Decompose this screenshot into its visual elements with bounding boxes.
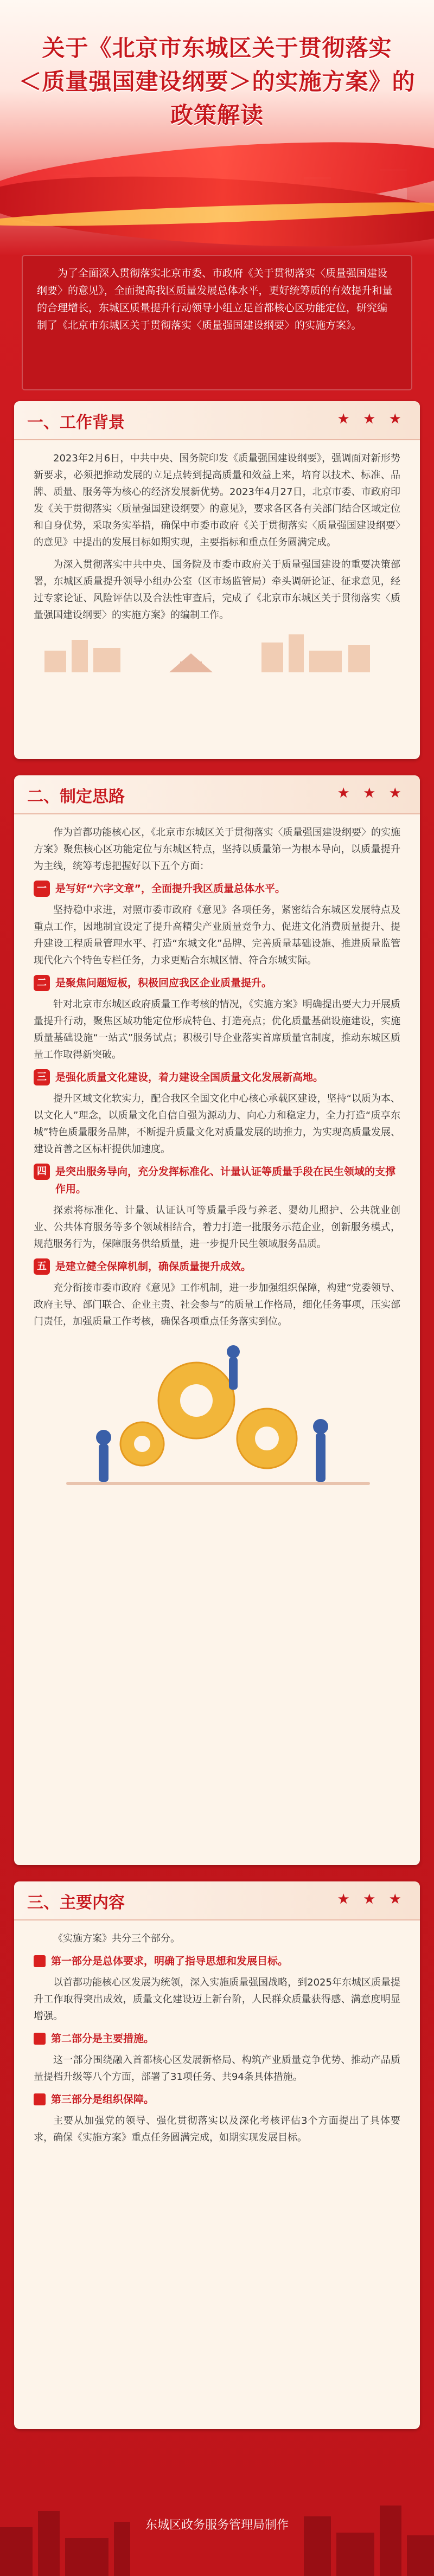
star-icons: ★ ★ ★ xyxy=(337,411,406,427)
item-title: 是写好“六字文章”，全面提升我区质量总体水平。 xyxy=(55,883,285,895)
star-icons: ★ ★ ★ xyxy=(337,1891,406,1907)
city-silhouette xyxy=(0,2489,434,2576)
paragraph: 这一部分围绕融入首都核心区发展新格局、构筑产业质量竞争优势、推动产品质量提档升级等八个方面，部署了31项任务、共94条具体措施。 xyxy=(34,2054,400,2083)
paragraph: 以首都功能核心区发展为统领，深入实施质量强国战略，到2025年东城区质量提升工作取得突出成效，质量文化建设迈上新台阶，人民群众质量获得感、满意度明显增强。 xyxy=(34,1977,400,2022)
intro-box xyxy=(22,255,412,390)
list-item xyxy=(34,2030,400,2047)
list-item xyxy=(34,880,400,897)
paragraph: 为深入贯彻落实中共中央、国务院及市委市政府关于质量强国建设的重要决策部署，东城区质量提升领导小组办公室（区市场监管局）牵头调研论证、征求意见，经过专家论证、风险评估以及合法性审查后，完成了《北京市东城区关于贯彻落实〈质量强国建设纲要〉的实施方案》的编制工作。 xyxy=(34,559,400,621)
star-icons: ★ ★ ★ xyxy=(337,785,406,801)
header-banner xyxy=(0,0,434,255)
section-title: 三、主要内容 xyxy=(27,1893,125,1912)
section-background xyxy=(14,775,420,1865)
city-skyline-illustration xyxy=(34,629,400,672)
footer-credit: 东城区政务服务管理局制作 xyxy=(145,2519,289,2532)
list-item xyxy=(34,1952,400,1970)
number-badge: 三 xyxy=(34,1069,50,1085)
section-title: 二、制定思路 xyxy=(27,787,125,806)
section-header xyxy=(14,401,420,440)
paragraph: 坚持稳中求进，对照市委市政府《意见》各项任务，紧密结合东城区发展特点及重点工作，因地制宜设定了提升高精尖产业质量竞争力、促进文化消费质量提升、提升建设工程质量管理水平、打造“东城文化”品牌、完善质量基础设施、推进质量监管现代化六个特色专栏任务，力求更贴合东城区情、符合东城实际。 xyxy=(34,904,400,966)
list-item xyxy=(34,1069,400,1086)
intro-text: 为了全面深入贯彻落实北京市委、市政府《关于贯彻落实〈质量强国建设纲要〉的意见》，全面提高我区质量发展总体水平，更好统筹质的有效提升和量的合理增长，东城区质量提升行动领导小组立足首都核心区功能定位，研究编制了《北京市东城区关于贯彻落实〈质量强国建设纲要〉的实施方案》。 xyxy=(37,267,393,331)
paragraph: 主要从加强党的领导、强化贯彻落实以及深化考核评估3个方面提出了具体要求，确保《实施方案》重点任务圆满完成，如期实现发展目标。 xyxy=(34,2115,400,2143)
item-title: 第二部分是主要措施。 xyxy=(51,2033,155,2045)
section-header xyxy=(14,775,420,814)
item-title: 是突出服务导向，充分发挥标准化、计量认证等质量手段在民生领域的支撑作用。 xyxy=(55,1166,396,1195)
paragraph: 充分衔接市委市政府《意见》工作机制，进一步加强组织保障，构建“党委领导、政府主导、部门联合、企业主责、社会参与”的质量工作格局，细化任务事项，压实部门责任，加强质量工作考核，确保各项重点任务落实到位。 xyxy=(34,1282,400,1327)
section-header xyxy=(14,1881,420,1920)
paragraph: 提升区域文化软实力，配合我区全国文化中心核心承载区建设，坚持“以质为本、以文化人”理念，以质量文化自信自强为源动力、向心力和稳定力，全力打造“质享东城”特色质量服务品牌，不断提升质量文化对质量发展的助推力，为实现高质量发展、建设首善之区标杆提供加速度。 xyxy=(34,1093,400,1155)
item-title: 是建立健全保障机制，确保质量提升成效。 xyxy=(55,1261,252,1273)
section-background xyxy=(14,401,420,759)
item-title: 是聚焦问题短板，积极回应我区企业质量提升。 xyxy=(55,977,272,989)
section-title: 一、工作背景 xyxy=(27,413,125,432)
number-badge: 二 xyxy=(34,975,50,991)
gears-illustration xyxy=(34,1335,400,1498)
paragraph: 《实施方案》共分三个部分。 xyxy=(53,1933,180,1944)
number-badge: 五 xyxy=(34,1258,50,1275)
title-line: ＜质量强国建设纲要＞的实施方案》的 xyxy=(18,68,416,95)
bullet-square-icon xyxy=(34,1955,46,1967)
list-item xyxy=(34,1258,400,1275)
title-line: 关于《北京市东城区关于贯彻落实 xyxy=(42,35,392,61)
list-item xyxy=(34,2091,400,2108)
bullet-square-icon xyxy=(34,2093,46,2105)
paragraph: 针对北京市东城区政府质量工作考核的情况，《实施方案》明确提出要大力开展质量提升行动，聚焦区域功能定位形成特色、打造亮点；优化质量基础设施建设，实施质量基础设施“一站式”服务试点；积极引导企业落实首席质量官制度，推动东城区质量工作取得新突破。 xyxy=(34,999,400,1061)
paragraph: 2023年2月6日，中共中央、国务院印发《质量强国建设纲要》，强调面对新形势新要求，必须把推动发展的立足点转到提高质量和效益上来，培育以技术、标准、品牌、质量、服务等为核心的经济发展新优势。2023年4月27日，北京市委、市政府印发《关于贯彻落实〈质量强国建设纲要〉的意见》，要求各区各有关部门结合区域定位和自身优势，采取务实举措，确保中市委市政府《关于贯彻落实〈质量强国建设纲要〉的意见》中提出的发展目标如期实现，主要指标和重点任务圆满完成。 xyxy=(34,453,400,548)
page-title xyxy=(0,31,434,132)
number-badge: 四 xyxy=(34,1164,50,1180)
item-title: 是强化质量文化建设，着力建设全国质量文化发展新高地。 xyxy=(55,1071,324,1083)
item-title: 第三部分是组织保障。 xyxy=(51,2093,155,2105)
list-item xyxy=(34,1163,400,1198)
number-badge: 一 xyxy=(34,881,50,897)
paragraph: 探索将标准化、计量、认证认可等质量手段与养老、婴幼儿照护、公共就业创业、公共体育服务等多个领域相结合，着力打造一批服务示范企业，创新服务模式，规范服务行为，保障服务供给质量，进一步提升民生领域服务品质。 xyxy=(34,1205,400,1250)
list-item xyxy=(34,974,400,992)
bullet-square-icon xyxy=(34,2033,46,2045)
paragraph: 作为首都功能核心区，《北京市东城区关于贯彻落实〈质量强国建设纲要〉的实施方案》聚焦核心区功能定位与东城区特点，坚持以质量第一为根本导向，以质量提升为主线，统筹考虑把握好以下五个方面： xyxy=(34,827,400,872)
title-line: 政策解读 xyxy=(170,102,264,129)
section-background xyxy=(14,1881,420,2429)
item-title: 第一部分是总体要求，明确了指导思想和发展目标。 xyxy=(51,1955,289,1967)
